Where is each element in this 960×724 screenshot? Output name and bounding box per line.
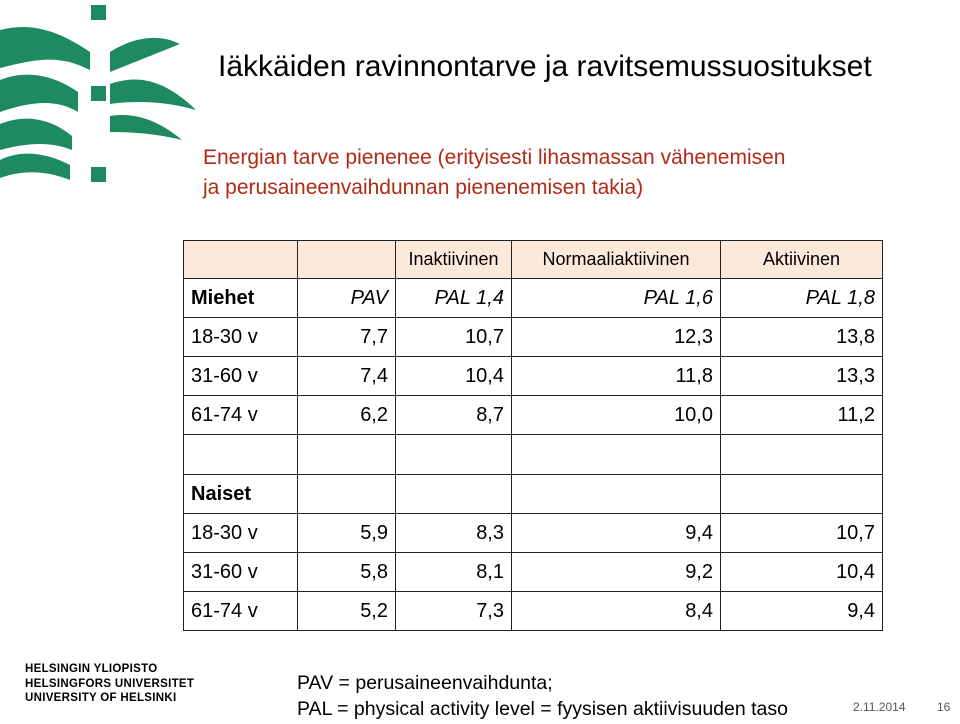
men-label: Miehet xyxy=(184,279,298,318)
value-cell: 7,3 xyxy=(396,592,512,631)
value-cell: 8,4 xyxy=(512,592,721,631)
value-cell: 11,8 xyxy=(512,357,721,396)
value-cell: 9,2 xyxy=(512,553,721,592)
age-group-cell: 31-60 v xyxy=(184,357,298,396)
age-group-cell: 18-30 v xyxy=(184,318,298,357)
value-cell: 10,0 xyxy=(512,396,721,435)
pal-label: PAL 1,6 xyxy=(512,279,721,318)
university-name-sv: HELSINGFORS UNIVERSITET xyxy=(25,677,195,690)
footnote xyxy=(297,670,788,722)
age-group-cell: 18-30 v xyxy=(184,514,298,553)
empty-cell xyxy=(512,435,721,475)
table-header-row xyxy=(184,241,883,279)
table-row xyxy=(184,514,883,553)
value-cell: 10,4 xyxy=(396,357,512,396)
value-cell: 11,2 xyxy=(721,396,883,435)
footnote-line-2: PAL = physical activity level = fyysisen aktiivisuuden taso xyxy=(297,698,788,720)
header-cell: Normaaliaktiivinen xyxy=(512,241,721,279)
subtitle-line-2: ja perusaineenvaihdunnan pienenemisen takia) xyxy=(203,176,644,199)
value-cell: 10,7 xyxy=(721,514,883,553)
blank-row xyxy=(184,435,883,475)
slide-date: 2.11.2014 xyxy=(853,700,906,714)
value-cell: 7,7 xyxy=(298,318,396,357)
value-cell: 13,3 xyxy=(721,357,883,396)
empty-cell xyxy=(512,475,721,514)
value-cell: 9,4 xyxy=(721,592,883,631)
pal-label: PAL 1,4 xyxy=(396,279,512,318)
page-number: 16 xyxy=(937,700,951,714)
empty-cell xyxy=(298,435,396,475)
value-cell: 8,3 xyxy=(396,514,512,553)
men-header-row xyxy=(184,279,883,318)
energy-table xyxy=(183,240,883,631)
age-group-cell: 61-74 v xyxy=(184,396,298,435)
empty-cell xyxy=(184,435,298,475)
header-cell: Inaktiivinen xyxy=(396,241,512,279)
value-cell: 10,7 xyxy=(396,318,512,357)
university-name-en: UNIVERSITY OF HELSINKI xyxy=(25,692,177,704)
table-row xyxy=(184,318,883,357)
subtitle xyxy=(203,143,785,203)
value-cell: 5,2 xyxy=(298,592,396,631)
age-group-cell: 31-60 v xyxy=(184,553,298,592)
value-cell: 5,9 xyxy=(298,514,396,553)
table-row xyxy=(184,553,883,592)
value-cell: 13,8 xyxy=(721,318,883,357)
footnote-line-1: PAV = perusaineenvaihdunta; xyxy=(297,672,553,694)
value-cell: 8,1 xyxy=(396,553,512,592)
page-title: Iäkkäiden ravinnontarve ja ravitsemussuositukset xyxy=(218,50,872,83)
university-logo xyxy=(0,0,200,200)
header-cell: Aktiivinen xyxy=(721,241,883,279)
value-cell: 8,7 xyxy=(396,396,512,435)
value-cell: 5,8 xyxy=(298,553,396,592)
university-name-fi: HELSINGIN YLIOPISTO xyxy=(25,663,158,675)
table-row xyxy=(184,396,883,435)
age-group-cell: 61-74 v xyxy=(184,592,298,631)
women-header-row xyxy=(184,475,883,514)
empty-cell xyxy=(721,475,883,514)
value-cell: 10,4 xyxy=(721,553,883,592)
pal-label: PAL 1,8 xyxy=(721,279,883,318)
women-label: Naiset xyxy=(184,475,298,514)
header-cell xyxy=(184,241,298,279)
value-cell: 9,4 xyxy=(512,514,721,553)
empty-cell xyxy=(721,435,883,475)
table-row xyxy=(184,592,883,631)
university-name xyxy=(25,662,194,706)
value-cell: 6,2 xyxy=(298,396,396,435)
empty-cell xyxy=(396,475,512,514)
table-row xyxy=(184,357,883,396)
subtitle-line-1: Energian tarve pienenee (erityisesti lihasmassan vähenemisen xyxy=(203,146,786,169)
pav-label: PAV xyxy=(298,279,396,318)
value-cell: 7,4 xyxy=(298,357,396,396)
value-cell: 12,3 xyxy=(512,318,721,357)
empty-cell xyxy=(396,435,512,475)
empty-cell xyxy=(298,475,396,514)
header-cell xyxy=(298,241,396,279)
